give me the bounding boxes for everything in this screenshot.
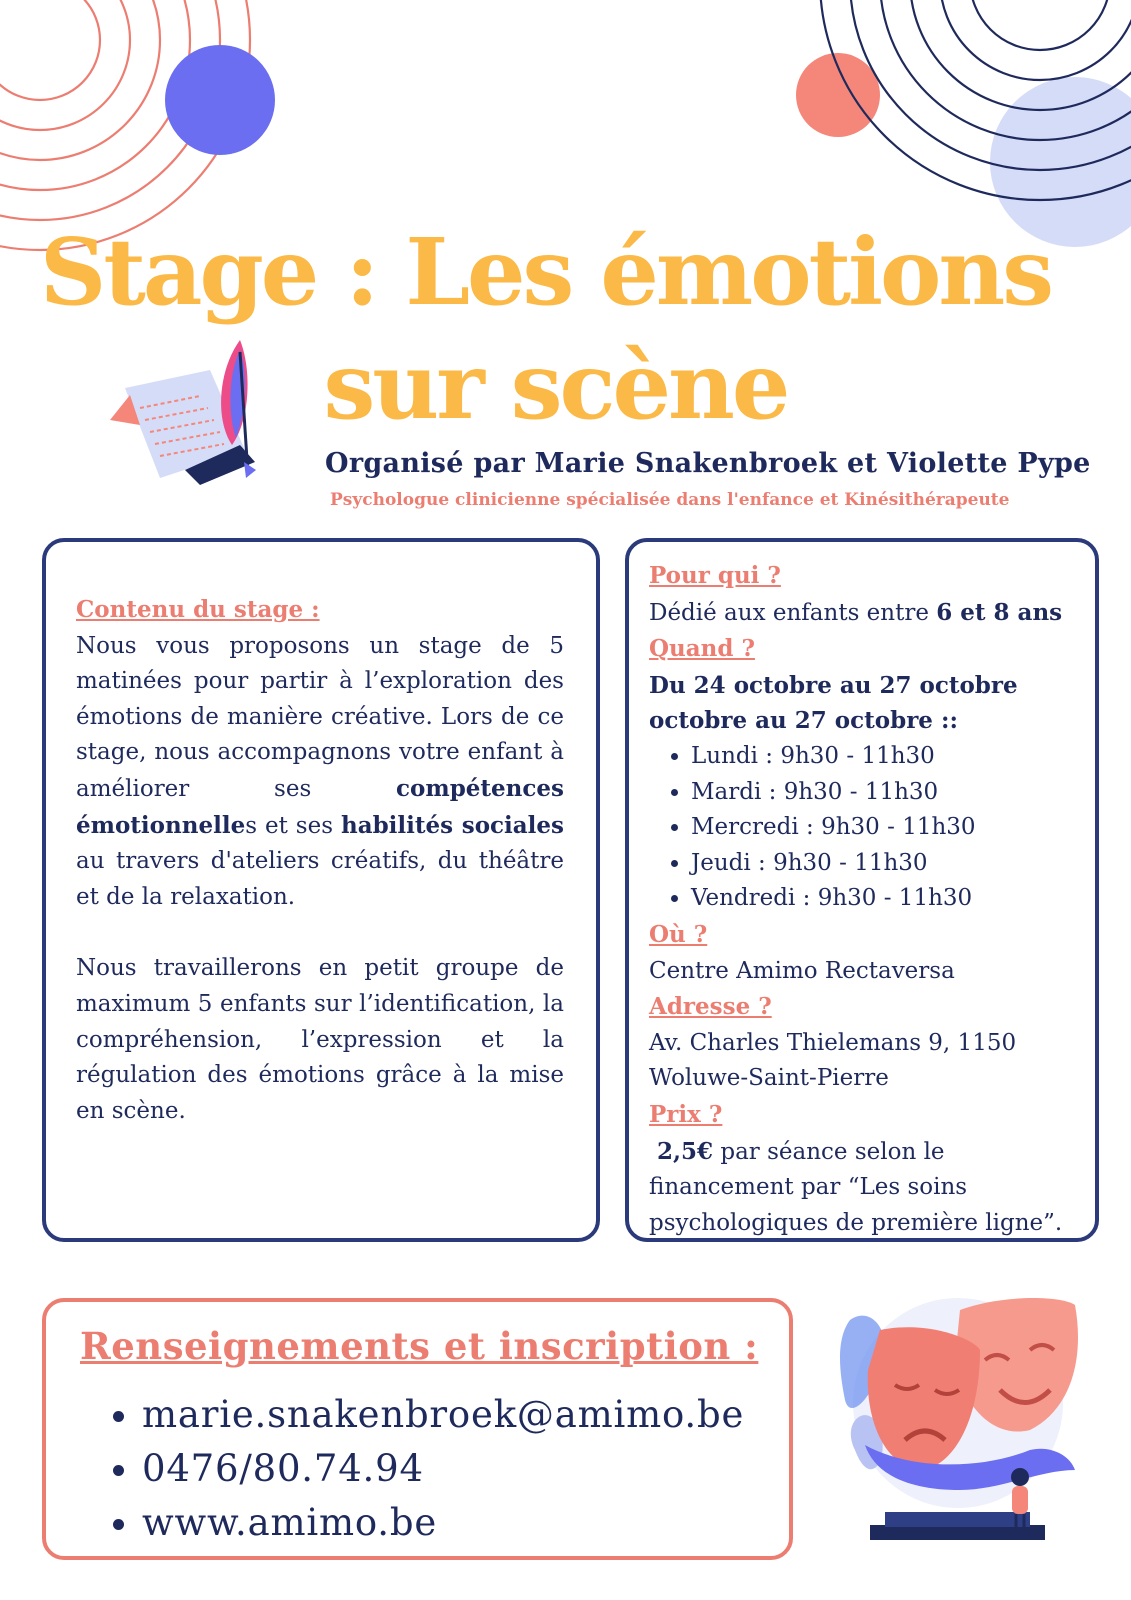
schedule-item: • Mardi : 9h30 - 11h30: [691, 775, 1089, 811]
price-amount: 2,5€: [649, 1137, 714, 1165]
emphasis-emotional-skills: compétences émotionnelle: [76, 774, 564, 839]
profession-line: Psychologue clinicienne spécialisée dans l'enfance et Kinésithérapeute: [330, 490, 1010, 510]
content-heading: Contenu du stage :: [76, 596, 320, 623]
age-range: 6 et 8 ans: [936, 598, 1063, 626]
title-line-2: sur scène: [323, 332, 788, 440]
organizer-line: Organisé par Marie Snakenbroek et Violette Pype: [325, 448, 1091, 479]
schedule-item: • Jeudi : 9h30 - 11h30: [691, 846, 1089, 882]
price-text: par séance selon le: [713, 1138, 945, 1165]
where-text: Centre Amimo Rectaversa: [649, 957, 955, 984]
when-heading: Quand ?: [649, 635, 755, 663]
content-paragraph-2: Nous travaillerons en petit groupe de maximum 5 enfants sur l’identification, la compréhension, l’expression et la régulation des émotions grâce à la mise en scène.: [76, 955, 564, 1124]
stage-content: [76, 592, 564, 1129]
contact-website[interactable]: • www.amimo.be: [142, 1496, 744, 1550]
title-line-1: Stage : Les émotions: [39, 218, 1052, 326]
contact-list: [100, 1388, 744, 1550]
who-text-plain: Dédié aux enfants entre: [649, 599, 937, 626]
paragraph-text: au travers d'ateliers créatifs, du théâtre et de la relaxation.: [76, 848, 564, 910]
price-heading: Prix ?: [649, 1100, 723, 1128]
paragraph-text: Nous vous proposons un stage de 5 matinées pour partir à l’exploration des émotions de manière créative. Lors de ce stage, nous accompagnons votre enfant à améliorer ses: [76, 632, 564, 802]
schedule-item: • Lundi : 9h30 - 11h30: [691, 739, 1089, 775]
schedule-list: [649, 739, 1089, 917]
price-line-3: psychologiques de première ligne”.: [649, 1209, 1063, 1236]
contact-phone[interactable]: • 0476/80.74.94: [142, 1442, 744, 1496]
address-heading: Adresse ?: [649, 993, 772, 1021]
price-line-1: [649, 1134, 1089, 1171]
practical-info: [649, 558, 1089, 1241]
when-line-2: octobre au 27 octobre ::: [649, 707, 958, 735]
address-line-1: Av. Charles Thielemans 9, 1150: [649, 1029, 1017, 1056]
where-heading: Où ?: [649, 920, 708, 948]
schedule-item: • Mercredi : 9h30 - 11h30: [691, 810, 1089, 846]
emphasis-social-skills: habilités sociales: [340, 811, 565, 839]
when-line-1: Du 24 octobre au 27 octobre: [649, 671, 1018, 699]
price-line-2: financement par “Les soins: [649, 1174, 968, 1201]
who-text: [649, 595, 1089, 632]
contact-title: Renseignements et inscription :: [80, 1324, 759, 1368]
who-heading: Pour qui ?: [649, 562, 781, 589]
contact-email[interactable]: • marie.snakenbroek@amimo.be: [142, 1388, 744, 1442]
paragraph-text: s et ses: [245, 812, 341, 839]
theatre-masks-illustration: [840, 1298, 1078, 1540]
address-line-2: Woluwe-Saint-Pierre: [649, 1065, 889, 1092]
schedule-item: • Vendredi : 9h30 - 11h30: [691, 881, 1089, 917]
violet-circle: [165, 45, 275, 155]
content-paragraph-1: [76, 629, 564, 916]
